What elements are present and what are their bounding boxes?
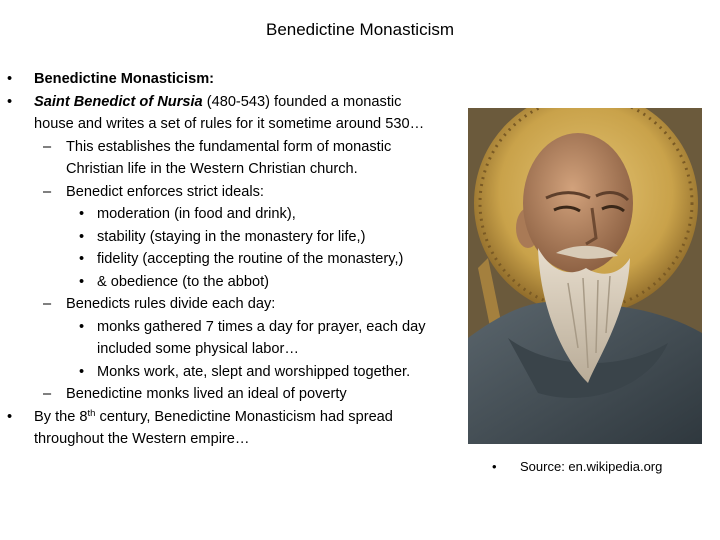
sub-sub-item-text: fidelity (accepting the routine of the monastery,) (97, 251, 404, 267)
sub-sub-item (0, 226, 470, 249)
bullet-marker: • (79, 251, 85, 267)
slide-title: Benedictine Monasticism (265, 20, 455, 39)
bullet-item (0, 91, 470, 114)
bullet-text: house and writes a set of rules for it sometime around 530… (34, 116, 425, 132)
ordinal-suffix: th (87, 407, 96, 419)
sub-sub-item (0, 203, 470, 226)
sub-item-text: Benedictine monks lived an ideal of poverty (66, 386, 347, 402)
bullet-marker: • (7, 408, 13, 425)
sub-sub-item-text: stability (staying in the monastery for life,) (97, 228, 366, 245)
bullet-continuation (0, 113, 470, 136)
sub-sub-item (0, 248, 470, 271)
sub-item (0, 383, 470, 406)
dash-marker: – (43, 138, 52, 155)
saint-benedict-portrait (468, 108, 702, 444)
sub-item (0, 136, 470, 159)
sub-item-text: Benedict enforces strict ideals: (66, 183, 264, 200)
sub-item (0, 181, 470, 204)
bullet-marker: • (79, 273, 85, 290)
sub-item-text: This establishes the fundamental form of monastic (66, 138, 392, 155)
sub-sub-item (0, 361, 470, 384)
bullet-marker: • (79, 228, 85, 245)
sub-sub-item-text: moderation (in food and drink), (97, 206, 296, 222)
bullet-text: Benedictine Monasticism: (34, 71, 215, 87)
source-line (0, 459, 720, 479)
bullet-marker: • (492, 459, 497, 474)
bullet-continuation (0, 428, 470, 451)
sub-sub-item-text: Monks work, ate, slept and worshipped together. (97, 363, 411, 380)
bullet-marker: • (79, 206, 85, 222)
sub-item-continuation (0, 158, 470, 181)
bullet-text: century, Benedictine Monasticism had spread (95, 408, 393, 425)
sub-item-text: Christian life in the Western Christian church. (66, 161, 358, 177)
bullet-text: (480-543) founded a monastic (202, 93, 402, 110)
bullet-marker: • (79, 363, 85, 380)
saint-name: Saint Benedict of Nursia (34, 93, 203, 110)
sub-item-text: Benedicts rules divide each day: (66, 296, 276, 312)
bullet-marker: • (79, 318, 85, 335)
sub-sub-item-text: & obedience (to the abbot) (97, 273, 270, 290)
sub-sub-item-text: monks gathered 7 times a day for prayer, each day (97, 318, 426, 335)
bullet-item (0, 406, 470, 429)
dash-marker: – (43, 386, 52, 402)
bullet-marker: • (7, 93, 13, 110)
source-citation: Source: en.wikipedia.org (520, 459, 663, 474)
dash-marker: – (43, 183, 52, 200)
sub-sub-item (0, 271, 470, 294)
sub-item (0, 293, 470, 316)
sub-sub-item (0, 316, 470, 339)
bullet-marker: • (7, 71, 13, 87)
dash-marker: – (43, 296, 52, 312)
sub-sub-item-continuation (0, 338, 470, 361)
sub-sub-item-text: included some physical labor… (97, 341, 299, 357)
bullet-text: throughout the Western empire… (34, 431, 250, 447)
bullet-text: By the 8 (34, 408, 88, 425)
bullet-item (0, 68, 470, 91)
slide-body (0, 68, 470, 451)
